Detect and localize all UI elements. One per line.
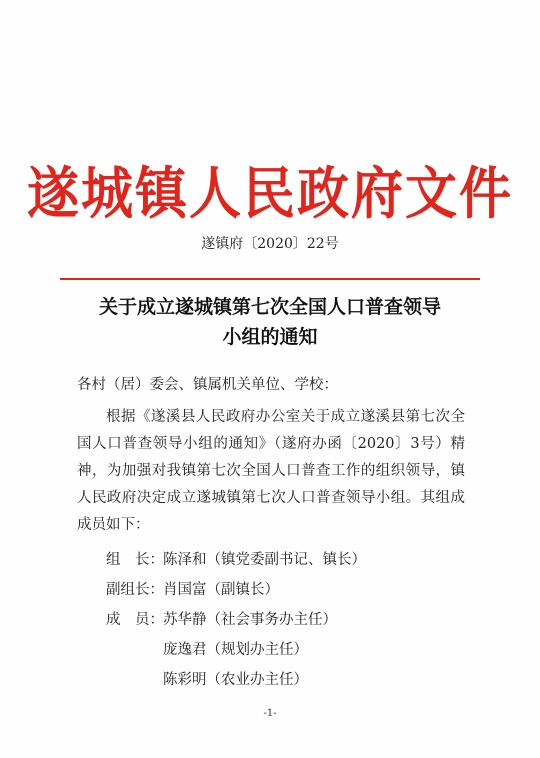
page-number: -1- — [263, 708, 277, 719]
body-paragraph: 根据《遂溪县人民政府办公室关于成立遂溪县第七次全国人口普查领导小组的通知》（遂府办函〔2020〕3号）精神，为加强对我镇第七次全国人口普查工作的组织领导，镇人民政府决定成立遂城镇第七次人口普查领导小组。其组成成员如下： — [77, 409, 465, 533]
member-row-deputy — [106, 578, 279, 599]
salutation: 各村（居）委会、镇属机关单位、学校： — [77, 377, 338, 393]
member-row-leader — [106, 548, 366, 569]
member-row-member — [106, 608, 337, 629]
issuer-header: 遂城镇人民政府文件 — [26, 162, 513, 227]
member-role: 副组长： — [106, 582, 164, 598]
member-role: 组 长： — [106, 552, 164, 568]
document-number: 遂镇府〔2020〕22号 — [201, 236, 339, 252]
notice-title — [0, 292, 540, 352]
member-name: 陈彩明（农业办主任） — [163, 672, 308, 688]
member-name: 苏华静（社会事务办主任） — [163, 612, 337, 628]
member-row-member — [163, 668, 308, 689]
member-role: 成 员： — [106, 612, 164, 628]
member-name: 庞逸君（规划办主任） — [163, 642, 308, 658]
red-divider-line — [60, 278, 480, 280]
member-name: 肖国富（副镇长） — [163, 582, 279, 598]
notice-title-line-2: 小组的通知 — [222, 326, 318, 348]
member-name: 陈泽和（镇党委副书记、镇长） — [163, 552, 366, 568]
notice-title-line-1: 关于成立遂城镇第七次全国人口普查领导 — [98, 296, 441, 318]
member-row-member — [163, 638, 308, 659]
